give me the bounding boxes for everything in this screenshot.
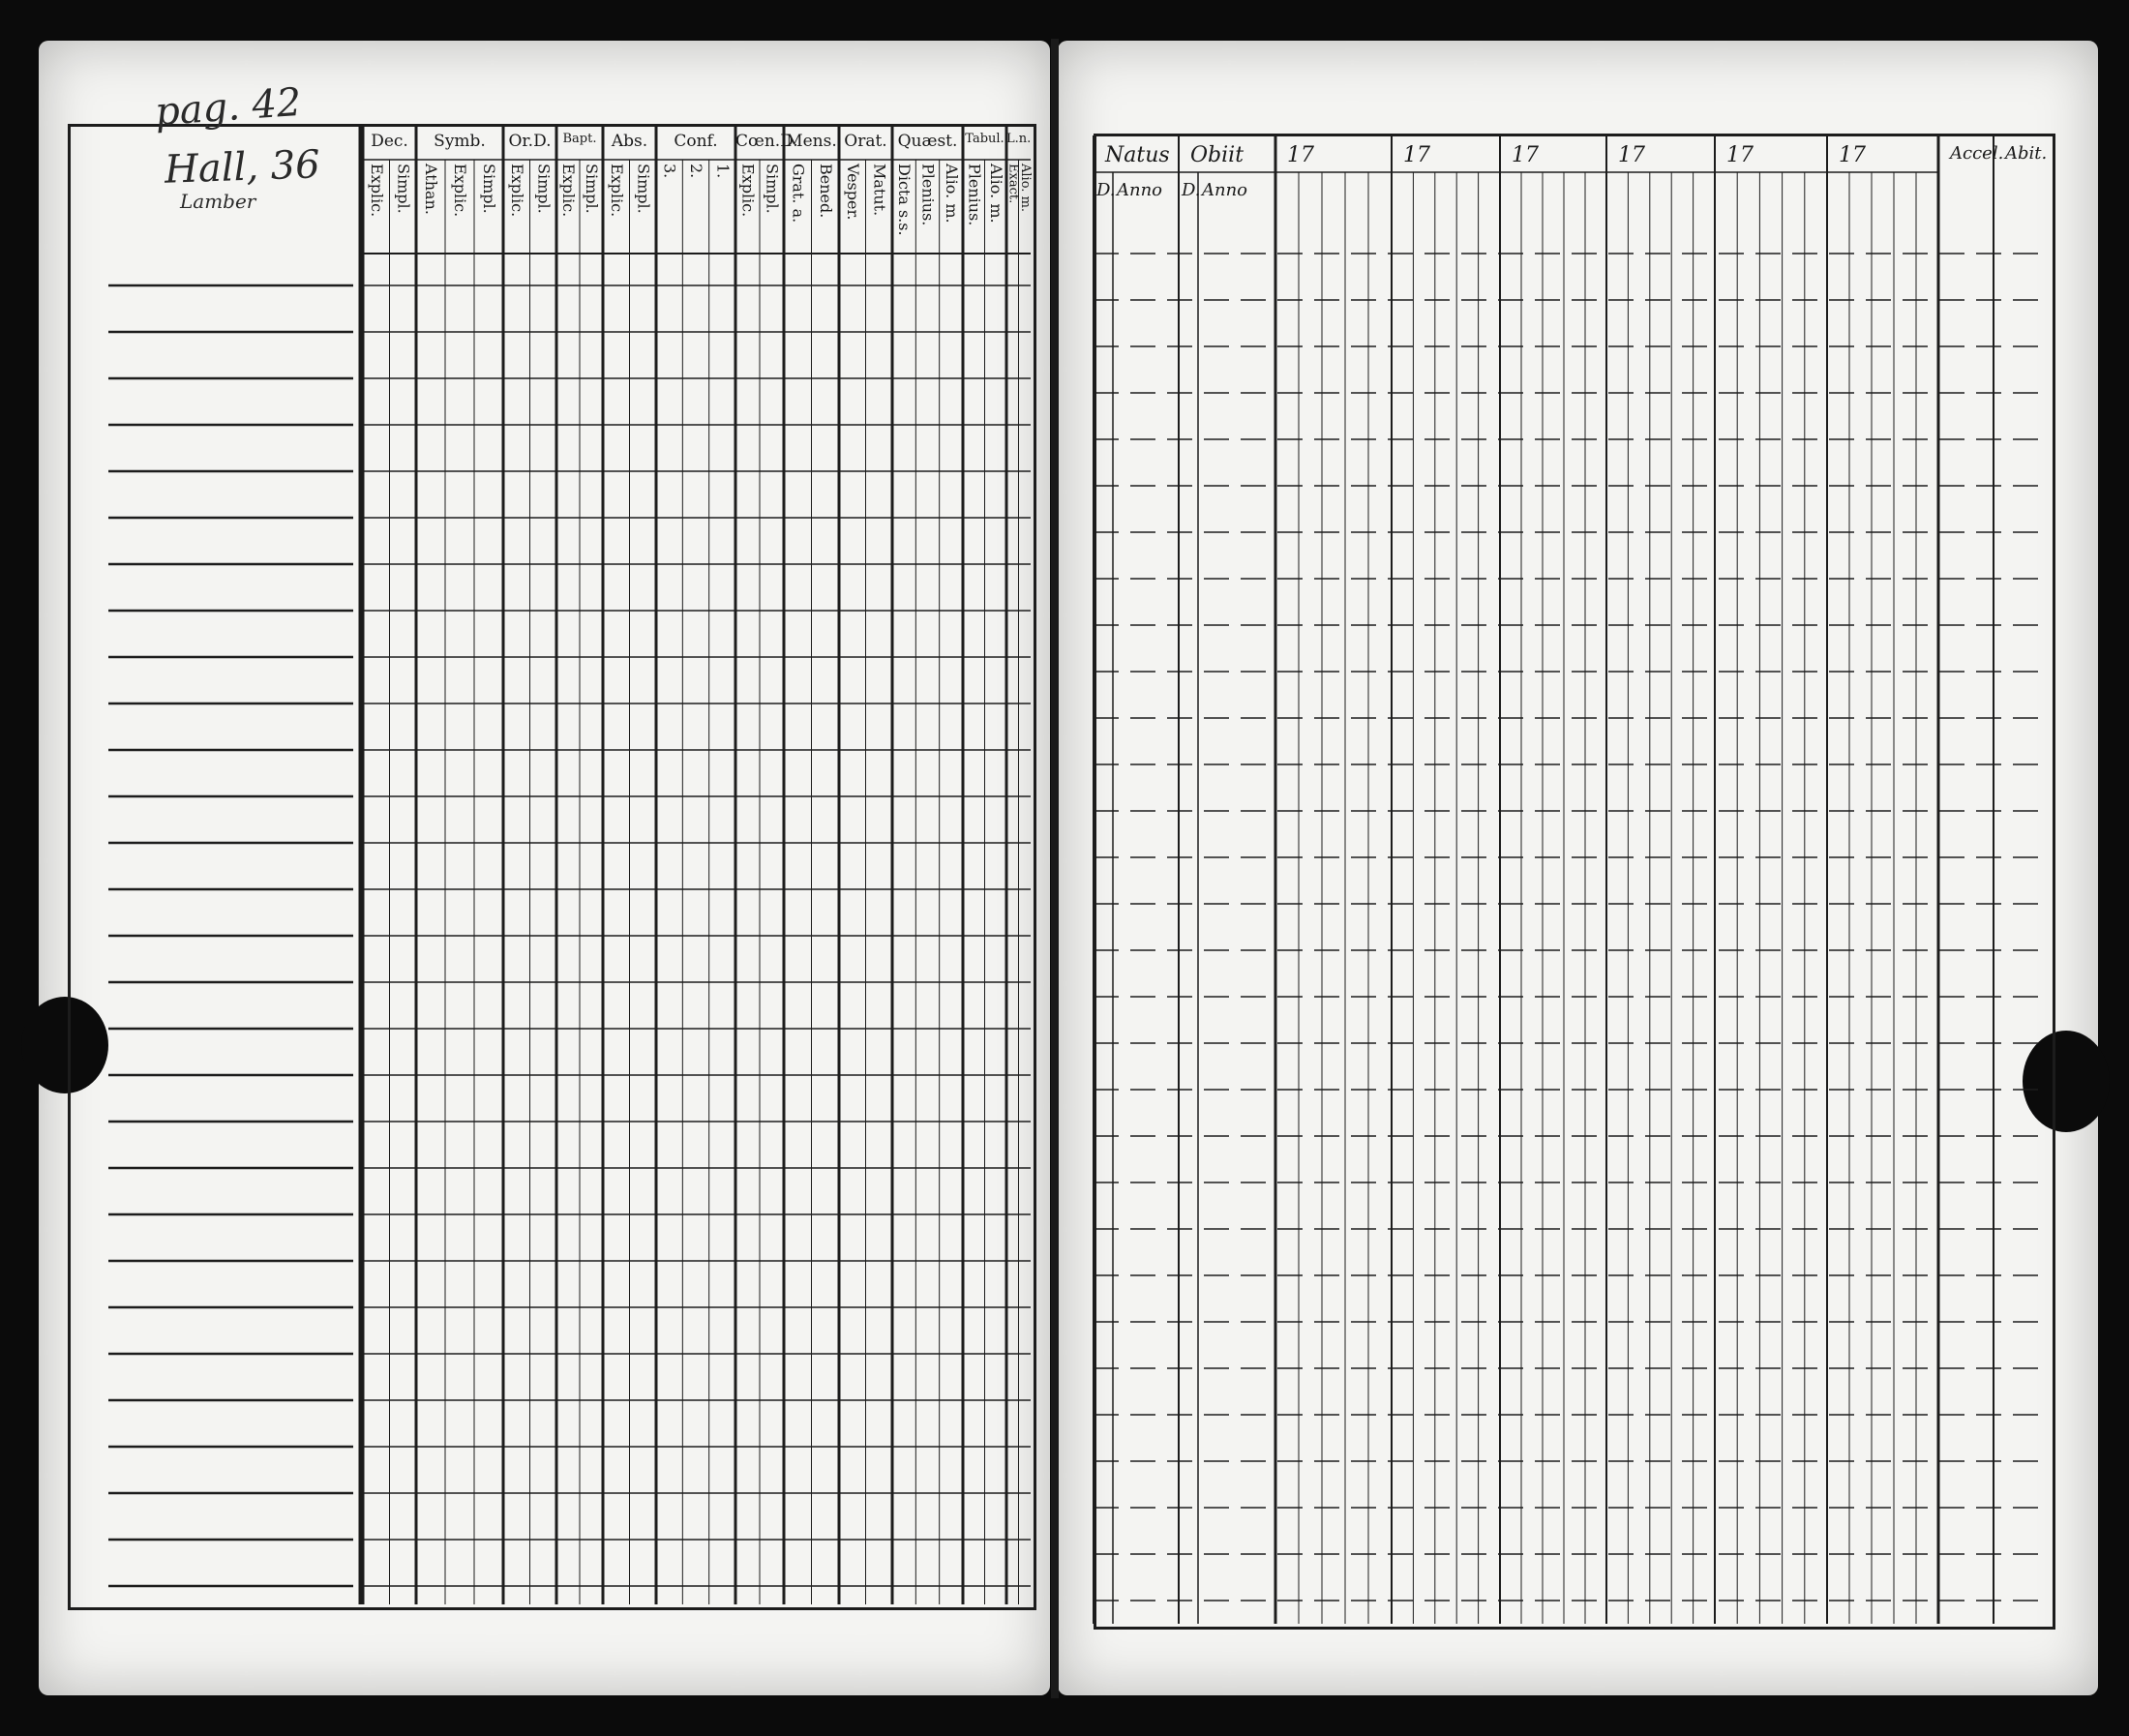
right-col-head: Abit.	[2005, 143, 2048, 164]
left-subcol-label: Simpl.	[634, 164, 653, 214]
left-subcol-label: Simpl.	[763, 164, 782, 214]
left-subcol-label: Plenius.	[965, 164, 984, 226]
right-subcol-label: Anno	[1117, 180, 1163, 200]
left-subcol-label: Simpl.	[583, 164, 601, 214]
left-subcol-label: Alio. m.	[986, 164, 1005, 224]
right-col-head: Natus	[1105, 143, 1170, 167]
left-col-head: Bapt.	[562, 132, 597, 146]
right-col-head: 17	[1839, 143, 1866, 167]
handwritten-page-ref: pag. 42	[153, 79, 303, 135]
left-subcol-label: Athan.	[422, 164, 440, 215]
right-subcol-label: D.	[1096, 180, 1116, 200]
left-subcol-label: 2.	[687, 164, 705, 179]
left-col-head: Cœn.D.	[735, 132, 798, 151]
right-col-head: 17	[1403, 143, 1430, 167]
left-col-head: Conf.	[674, 132, 718, 151]
right-subcol-label: D.	[1182, 180, 1201, 200]
left-subcol-label: 3.	[660, 164, 679, 179]
right-subcol-label: Anno	[1202, 180, 1248, 200]
right-col-head: 17	[1618, 143, 1645, 167]
right-col-head: Accel.	[1950, 143, 2004, 164]
left-col-head: Or.D.	[508, 132, 552, 151]
left-subcol-label: Vesper.	[843, 164, 862, 221]
left-col-head: Abs.	[611, 132, 648, 151]
left-subcol-label: 1.	[713, 164, 733, 179]
left-subcol-label: Explic.	[507, 164, 526, 218]
left-col-head: Orat.	[844, 132, 887, 151]
left-col-head: Dec.	[371, 132, 408, 151]
left-subcol-label: Grat. a.	[789, 164, 808, 224]
left-subcol-label: Bened.	[816, 164, 835, 219]
left-subcol-label: Matut.	[870, 164, 889, 217]
left-subcol-label: Plenius.	[918, 164, 938, 226]
left-subcol-label: Alio. m.	[942, 164, 961, 224]
right-col-head: Obiit	[1190, 143, 1244, 167]
left-subcol-label: Simpl.	[534, 164, 554, 214]
handwritten-entry-sub: Lamber	[180, 190, 256, 213]
left-subcol-label: Exact.	[1005, 164, 1021, 204]
left-col-head: Symb.	[434, 132, 486, 151]
right-col-head: 17	[1287, 143, 1314, 167]
left-subcol-label: Explic.	[738, 164, 758, 218]
left-subcol-label: Explic.	[367, 164, 386, 218]
handwritten-entry-name: Hall, 36	[164, 142, 321, 193]
left-col-head: Tabul.	[965, 132, 1005, 146]
left-col-head: Quæst.	[897, 132, 958, 151]
left-subcol-label: Simpl.	[394, 164, 413, 214]
left-subcol-label: Simpl.	[480, 164, 498, 214]
left-col-head: Mens.	[786, 132, 837, 151]
left-subcol-label: Explic.	[607, 164, 626, 218]
right-col-head: 17	[1726, 143, 1754, 167]
left-subcol-label: Alio. m.	[1017, 164, 1033, 213]
left-col-head: L.n.	[1006, 132, 1032, 146]
left-subcol-label: Explic.	[451, 164, 469, 218]
left-subcol-label: Dicta s.s.	[895, 164, 915, 236]
right-col-head: 17	[1512, 143, 1539, 167]
left-subcol-label: Explic.	[559, 164, 578, 218]
